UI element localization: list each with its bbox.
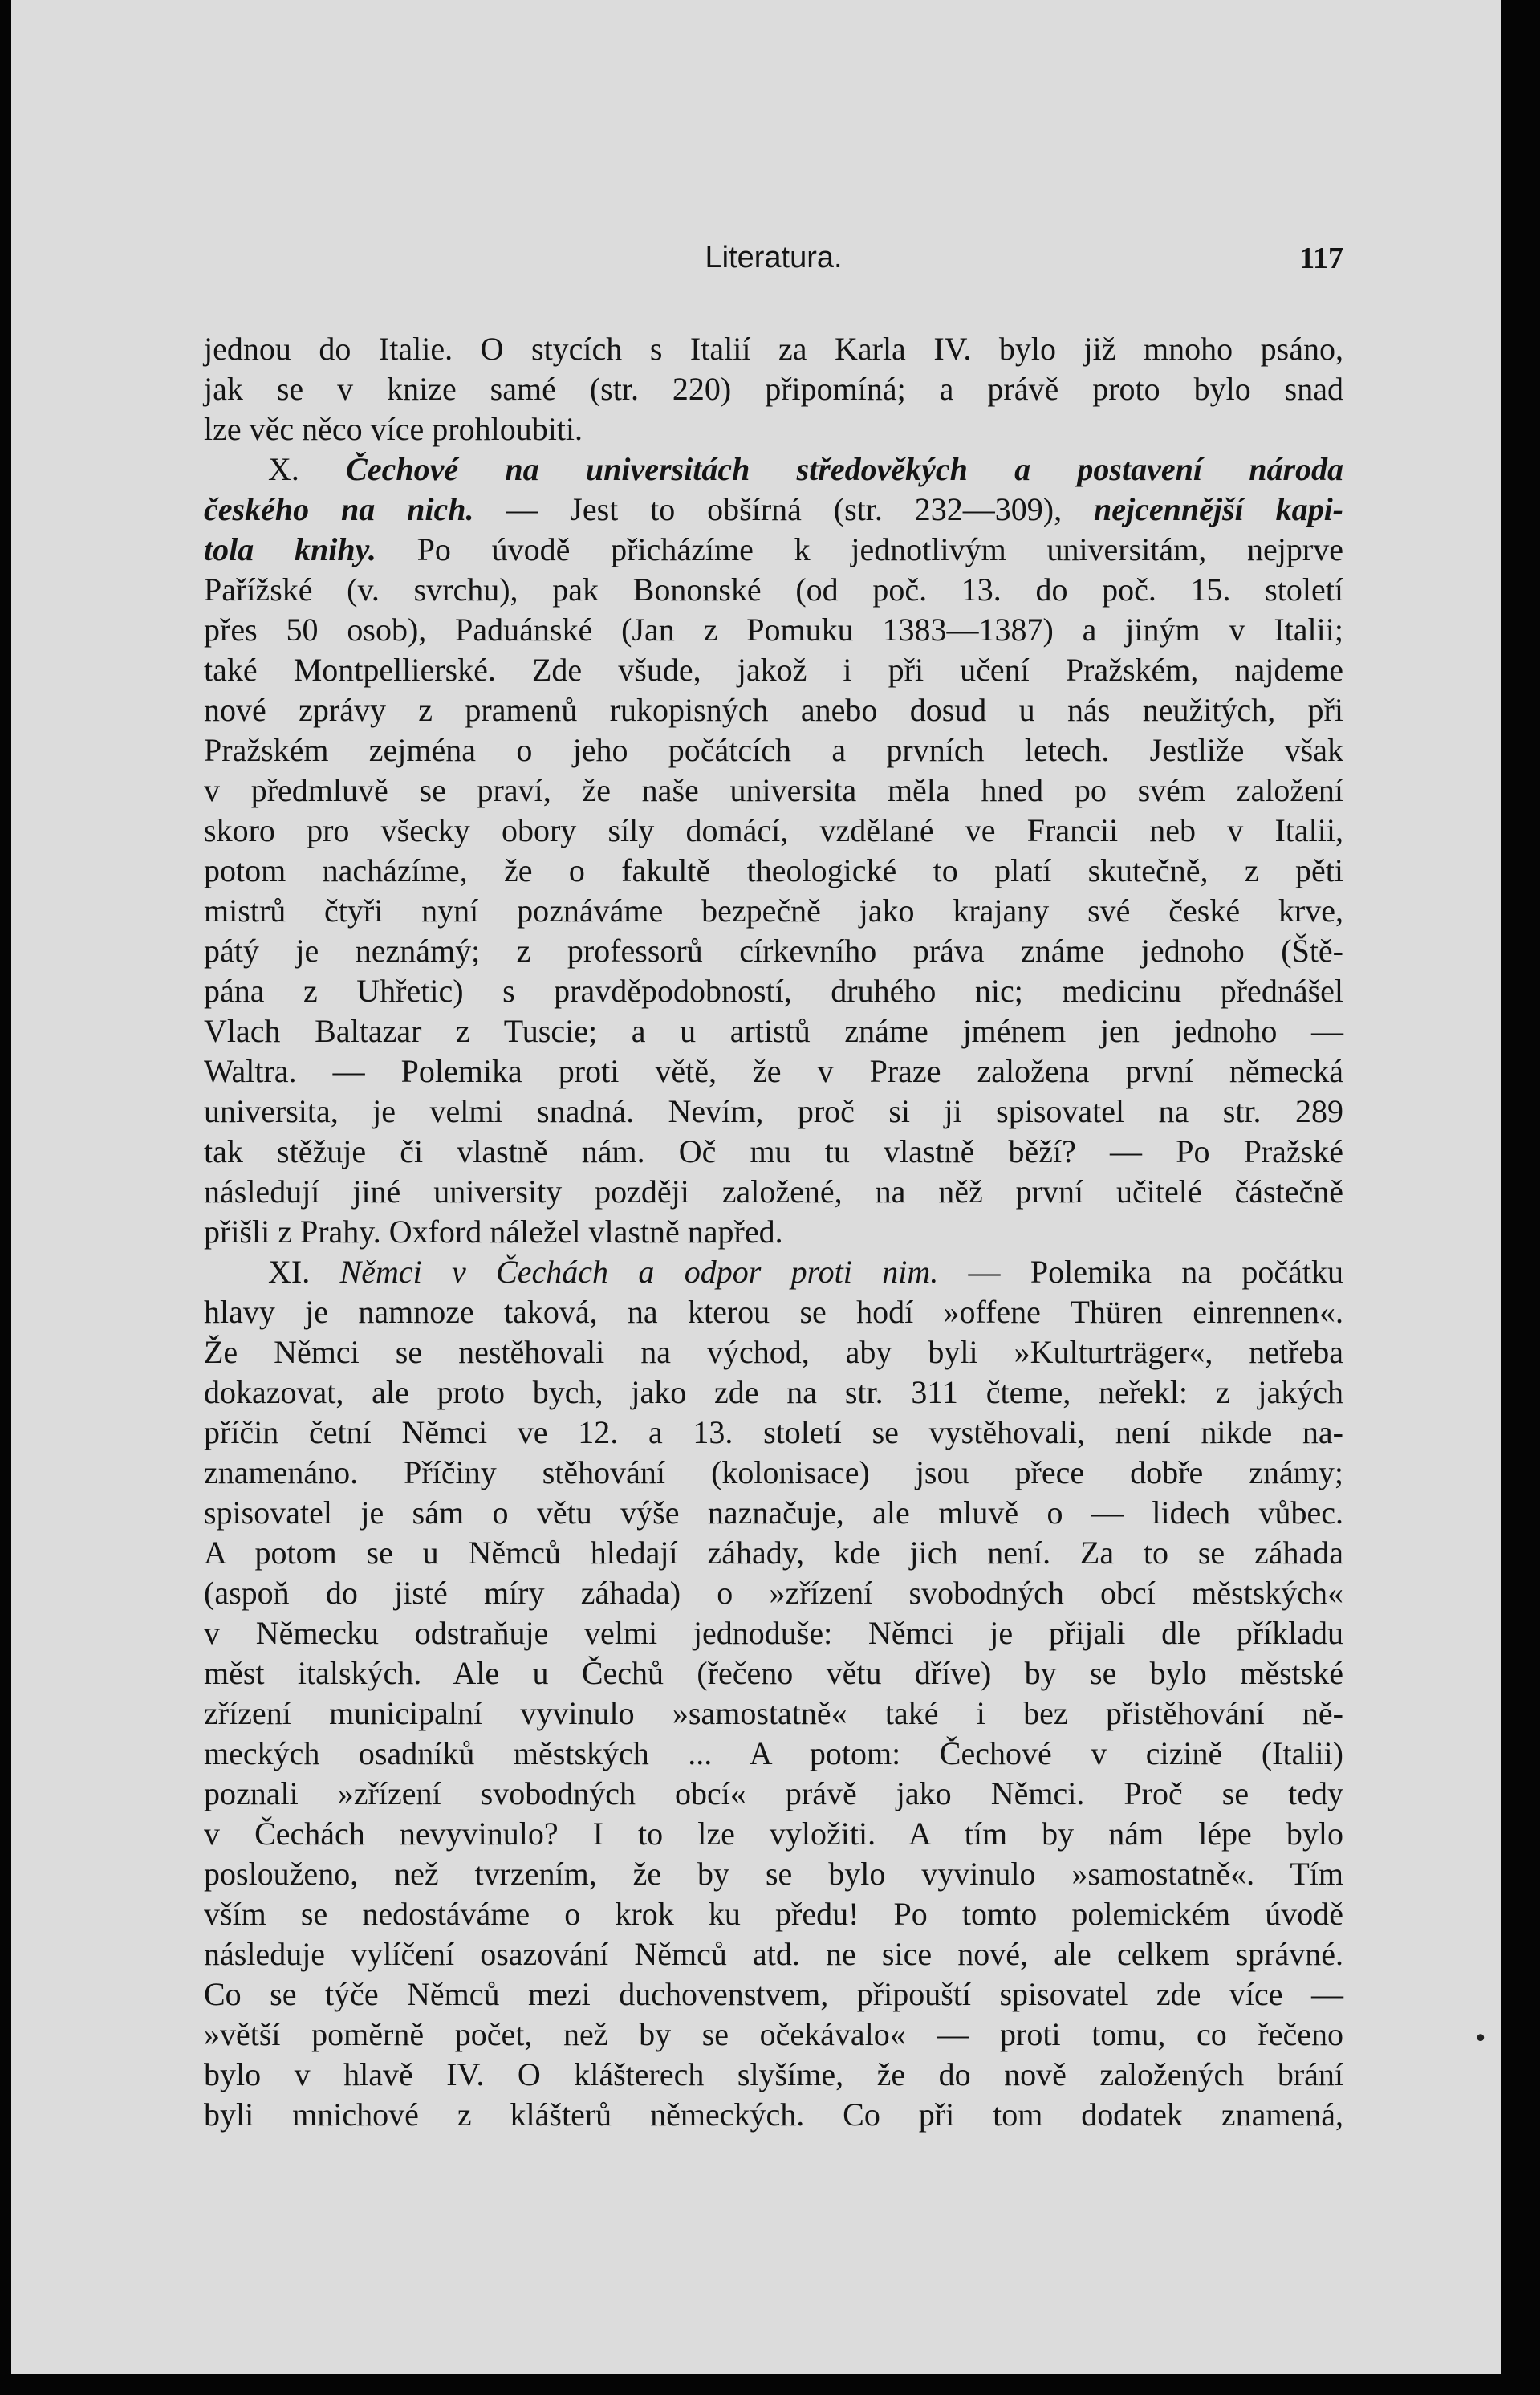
text-line: byli mnichové z klášterů německých. Co při tom dodatek znamená, xyxy=(204,2096,1343,2133)
text-line: také Montpellierské. Zde všude, jakož i při učení Pražském, najdeme xyxy=(204,652,1343,688)
running-header xyxy=(204,241,1343,289)
text-line: nové zprávy z pramenů rukopisných anebo dosud u nás neužitých, při xyxy=(204,692,1343,728)
text-line: tola knihy. Po úvodě přicházíme k jednotlivým universitám, nejprve xyxy=(204,531,1343,567)
section-xi-heading-line: XI. Němci v Čechách a odpor proti nim. — Polemika na počátku xyxy=(268,1254,1343,1290)
text-line: bylo v hlavě IV. O klášterech slyšíme, že do nově založených brání xyxy=(204,2056,1343,2092)
text-line: následují jiné university později založené, na něž první učitelé částečně xyxy=(204,1173,1343,1210)
text-line: Vlach Baltazar z Tuscie; a u artistů známe jménem jen jednoho — xyxy=(204,1013,1343,1049)
text-line: pátý je neznámý; z professorů církevního práva známe jednoho (Ště- xyxy=(204,933,1343,969)
text-line: v Německu odstraňuje velmi jednoduše: Němci je přijali dle příkladu xyxy=(204,1615,1343,1651)
section-x-title: Čechové na universitách středověkých a postavení národa xyxy=(346,451,1344,487)
text-line: přes 50 osob), Paduánské (Jan z Pomuku 1383—1387) a jiným v Italii; xyxy=(204,612,1343,648)
text-line: (aspoň do jisté míry záhada) o »zřízení svobodných obcí městských« xyxy=(204,1575,1343,1611)
text-line: pána z Uhřetic) s pravděpodobností, druhého nic; medicinu přednášel xyxy=(204,973,1343,1009)
text-line: A potom se u Němců hledají záhady, kde jich není. Za to se záhada xyxy=(204,1535,1343,1571)
text-line: následuje vylíčení osazování Němců atd. ne sice nové, ale celkem správné. xyxy=(204,1936,1343,1972)
running-title: Literatura. xyxy=(705,241,843,274)
section-xi-title: Němci v Čechách a odpor proti nim. xyxy=(339,1254,939,1290)
text-line: českého na nich. — Jest to obšírná (str. 232—309), nejcennější kapi- xyxy=(204,491,1343,527)
text-line: přišli z Prahy. Oxford náležel vlastně napřed. xyxy=(204,1214,783,1250)
text-line: zřízení municipalní vyvinulo »samostatně« také i bez přistěhování ně- xyxy=(204,1695,1343,1731)
text-line: universita, je velmi snadná. Nevím, proč si ji spisovatel na str. 289 xyxy=(204,1093,1343,1129)
text-line: měst italských. Ale u Čechů (řečeno větu dříve) by se bylo městské xyxy=(204,1655,1343,1691)
text-line: v předmluvě se praví, že naše universita měla hned po svém založení xyxy=(204,772,1343,808)
body-text xyxy=(204,329,1343,2135)
text-line: hlavy je namnoze taková, na kterou se hodí »offene Thüren einrennen«. xyxy=(204,1294,1343,1330)
text-line: poznali »zřízení svobodných obcí« právě jako Němci. Proč se tedy xyxy=(204,1775,1343,1811)
text-line: Waltra. — Polemika proti větě, že v Praze založena první německá xyxy=(204,1053,1343,1089)
text-line: znamenáno. Příčiny stěhování (kolonisace) jsou přece dobře známy; xyxy=(204,1454,1343,1490)
text-line: Co se týče Němců mezi duchovenstvem, připouští spisovatel zde více — xyxy=(204,1976,1343,2012)
text-line: poslouženo, než tvrzením, že by se bylo vyvinulo »samostatně«. Tím xyxy=(204,1856,1343,1892)
text-line: spisovatel je sám o větu výše naznačuje, ale mluvě o — lidech vůbec. xyxy=(204,1494,1343,1531)
text-line: meckých osadníků městských ... A potom: Čechové v cizině (Italii) xyxy=(204,1735,1343,1771)
text-line: Že Němci se nestěhovali na východ, aby byli »Kulturträger«, netřeba xyxy=(204,1334,1343,1370)
text-line: dokazovat, ale proto bych, jako zde na str. 311 čteme, neřekl: z jakých xyxy=(204,1374,1343,1410)
scanned-page xyxy=(11,0,1501,2374)
text-line: příčin četní Němci ve 12. a 13. století se vystěhovali, není nikde na- xyxy=(204,1414,1343,1450)
stray-ink-mark: • xyxy=(1473,2025,1488,2053)
text-line: lze věc něco více prohloubiti. xyxy=(204,411,583,447)
emphasis: nejcennější kapi- xyxy=(1094,491,1343,527)
text-line: Pražském zejména o jeho počátcích a prvních letech. Jestliže však xyxy=(204,732,1343,768)
text-line: skoro pro všecky obory síly domácí, vzdělané ve Francii neb v Italii, xyxy=(204,812,1343,848)
page-number: 117 xyxy=(1299,242,1343,275)
text-line: mistrů čtyři nyní poznáváme bezpečně jako krajany své české krve, xyxy=(204,893,1343,929)
text-line: tak stěžuje či vlastně nám. Oč mu tu vlastně běží? — Po Pražské xyxy=(204,1133,1343,1169)
emphasis: tola knihy. xyxy=(204,531,376,567)
text-line: potom nacházíme, že o fakultě theologické to platí skutečně, z pěti xyxy=(204,852,1343,888)
text-line: jednou do Italie. O stycích s Italií za Karla IV. bylo již mnoho psáno, xyxy=(204,331,1343,367)
text-line: »větší poměrně počet, než by se očekávalo« — proti tomu, co řečeno xyxy=(204,2016,1343,2052)
text-line: v Čechách nevyvinulo? I to lze vyložiti. A tím by nám lépe bylo xyxy=(204,1816,1343,1852)
text-line: jak se v knize samé (str. 220) připomíná; a právě proto bylo snad xyxy=(204,371,1343,407)
section-x-heading-line: X. Čechové na universitách středověkých a postavení národa xyxy=(268,451,1344,487)
text-line: Pařížské (v. svrchu), pak Bononské (od poč. 13. do poč. 15. století xyxy=(204,571,1343,608)
section-x-title-cont: českého na nich. xyxy=(204,491,474,527)
text-line: vším se nedostáváme o krok ku předu! Po tomto polemickém úvodě xyxy=(204,1896,1343,1932)
page-content xyxy=(204,241,1343,2135)
